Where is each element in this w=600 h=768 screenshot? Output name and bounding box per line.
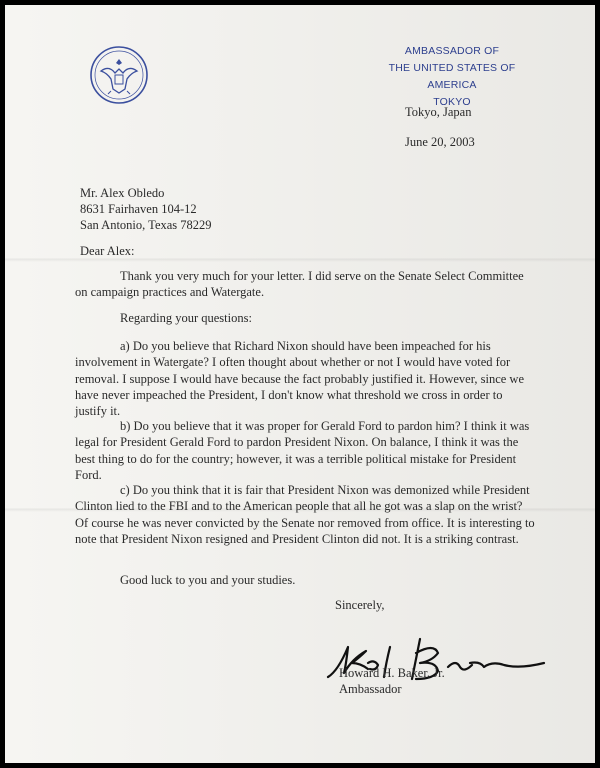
question-c-text: c) Do you think that it is fair that President Nixon was demonized while President Clinton lied to the FBI and to the American people that all he got was a slap on the wrist? Of course he was never convicted by the Senate nor removed from office. It is interesting to note that President Nixon resigned and President Clinton did not. It is a striking contrast. [75, 483, 535, 546]
great-seal-icon [89, 45, 149, 105]
paragraph-intro [75, 268, 535, 301]
paragraph-question-a [75, 338, 535, 419]
signer-title: Ambassador [339, 682, 402, 696]
letterhead-line-2: THE UNITED STATES OF AMERICA [388, 62, 516, 91]
regarding-text: Regarding your questions: [120, 311, 252, 325]
closing: Sincerely, [335, 598, 385, 612]
place: Tokyo, Japan [405, 105, 472, 119]
letter-page [5, 5, 595, 763]
recipient-street: 8631 Fairhaven 104-12 [80, 202, 197, 216]
question-a-text: a) Do you believe that Richard Nixon should have been impeached for his involvement in Watergate? I often thought about whether or not I would have voted for removal. I suppose I would have because the fact probably justified it. However, since we have never impeached the President, I don't know what threshold we cross in order to justify it. [75, 339, 525, 419]
paragraph-regarding [75, 310, 535, 326]
paragraph-question-b [75, 418, 535, 483]
salutation: Dear Alex: [80, 244, 135, 258]
letterhead-line-1: AMBASSADOR OF [404, 45, 500, 57]
recipient-city: San Antonio, Texas 78229 [80, 218, 212, 232]
signer-name: Howard H. Baker, Jr. [339, 666, 445, 680]
recipient-name: Mr. Alex Obledo [80, 186, 165, 200]
intro-text: Thank you very much for your letter. I did serve on the Senate Select Committee on campaign practices and Watergate. [75, 269, 524, 300]
closing-line-text: Good luck to you and your studies. [120, 573, 296, 587]
question-b-text: b) Do you believe that it was proper for Gerald Ford to pardon him? I think it was legal for President Gerald Ford to pardon President Nixon. On balance, I think it was the best thing to do for the country; however, it was a terrible political mistake for President Ford. [75, 419, 530, 482]
paragraph-question-c [75, 482, 535, 547]
date: June 20, 2003 [405, 135, 475, 149]
letterhead [363, 43, 541, 111]
letterhead-line-3: TOKYO [433, 96, 471, 108]
paragraph-closing-line [75, 572, 535, 588]
